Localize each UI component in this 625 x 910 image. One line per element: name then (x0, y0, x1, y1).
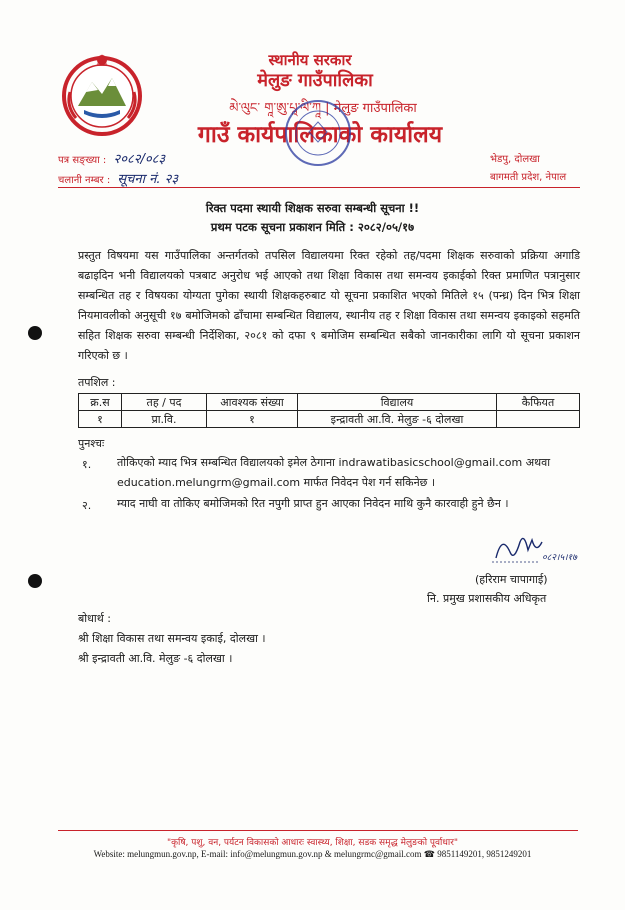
letter-number (58, 149, 165, 167)
table-cell (497, 411, 580, 428)
footer-divider (58, 830, 578, 831)
table-row (79, 411, 580, 428)
handwritten-signature (488, 528, 578, 568)
table-cell: प्रा.वि. (122, 411, 207, 428)
table-cell: १ (207, 411, 298, 428)
note-number: १. (82, 458, 92, 471)
bodharth-label: बोधार्थ : (78, 612, 111, 625)
notice-subtitle: प्रथम पटक सूचना प्रकाशन मिति : २०८२/०५/१७ (210, 220, 415, 234)
note-line: म्याद नाघी वा तोकिए बमोजिमको रित नपुगी प्राप्त हुन आएका निवेदन माथि कुनै कारवाही हुने छैन । (117, 497, 509, 510)
header-office-name: गाउँ कार्यपालिकाको कार्यालय (197, 122, 443, 148)
bodharth-item: श्री शिक्षा विकास तथा समन्वय इकाई, दोलखा । (78, 632, 266, 645)
table-cell: १ (79, 411, 122, 428)
punashcha-label: पुनश्चः (78, 437, 105, 450)
table-header: आवश्यक संख्या (207, 394, 298, 411)
signatory-name: (हरिराम चापागाई) (475, 573, 548, 586)
nepal-emblem-logo (56, 46, 148, 138)
note-line: तोकिएको म्याद भित्र सम्बन्धित विद्यालयको इमेल ठेगाना indrawatibasicschool@gmail.com अथवा (117, 456, 551, 469)
header-local-government: स्थानीय सरकार (268, 51, 352, 69)
notice-title: रिक्त पदमा स्थायी शिक्षक सरुवा सम्बन्धी सूचना !! (205, 201, 420, 215)
table-header-row (79, 394, 580, 411)
table-header: क्र.स (79, 394, 122, 411)
footer-contact: Website: melungmun.gov.np, E-mail: info@melungmun.gov.np & melungrmc@gmail.com ☎ 9851149201, 9851249201 (93, 849, 532, 859)
dispatch-number-value: सूचना नं. २३ (117, 172, 179, 187)
vacancy-table (78, 393, 580, 428)
letter-number-value: २०८२/०८३ (113, 152, 166, 167)
note-line: education.melungrm@gmail.com मार्फत निवेदन पेश गर्न सकिनेछ । (117, 476, 436, 489)
table-header: कैफियत (497, 394, 580, 411)
signature-date: ०८२।५।१७ (542, 553, 577, 563)
header-divider (58, 187, 580, 188)
footer-slogan: "कृषि, पशु, वन, पर्यटन विकासको आधारः स्वास्थ्य, शिक्षा, सडक समृद्ध मेलुङको पूर्वाधार" (166, 838, 459, 848)
office-province: बागमती प्रदेश, नेपाल (490, 172, 567, 183)
table-header: विद्यालय (298, 394, 497, 411)
dispatch-number-label: चलानी नम्बर : (58, 175, 111, 186)
note-item (117, 453, 580, 493)
note-item (117, 494, 580, 514)
table-cell: इन्द्रावती आ.वि. मेलुङ -६ दोलखा (298, 411, 497, 428)
punch-hole (28, 326, 42, 340)
dispatch-number (58, 169, 178, 187)
office-place: भेडपु, दोलखा (490, 154, 540, 165)
header-municipality-bilingual: མེ་ལུང་ གཱ་ཨུ་པཱ་ལི་ཀཱ | मेलुङ गाउँपालिका (229, 101, 417, 116)
letter-number-label: पत्र सङ्ख्या : (58, 155, 107, 166)
office-stamp (283, 98, 353, 168)
bodharth-item: श्री इन्द्रावती आ.वि. मेलुङ -६ दोलखा । (78, 652, 233, 665)
notice-body: प्रस्तुत विषयमा यस गाउँपालिका अन्तर्गतको तपसिल विद्यालयमा रिक्त रहेको तह/पदमा शिक्षक सरुवाको प्रक्रिया अगाडि बढाइदिन भनी विद्यालयको पत्रबाट अनुरोध भई आएको तथा शिक्षा विकास तथा समन्वय इकाईको रिक्त प्रमाणित पत्रानुसार सम्बन्धित तह र विषयका योग्यता पुगेका स्थायी शिक्षकहरुबाट यो सूचना प्रकाशित भएको मितिले १५ (पन्ध्र) दिन भित्र शिक्षा नियमावलीको अनुसूची १७ बमोजिमको ढाँचामा सम्बन्धित विद्यालय, स्थानीय तह र शिक्षा विकास तथा समन्वय इकाइको सहमति सहित शिक्षक सरुवा सम्बन्धी निर्देशिका, २०८१ को दफा ९ बमोजिम सम्बन्धित सबैको जानकारीका लागि यो सूचना प्रकाशन गरिएको छ । (78, 249, 580, 362)
note-number: २. (82, 499, 92, 512)
punch-hole (28, 574, 42, 588)
tapasil-label: तपशिल : (78, 376, 116, 389)
table-header: तह / पद (122, 394, 207, 411)
signatory-designation: नि. प्रमुख प्रशासकीय अधिकृत (427, 592, 547, 605)
header-municipality-name: मेलुङ गाउँपालिका (257, 70, 373, 91)
